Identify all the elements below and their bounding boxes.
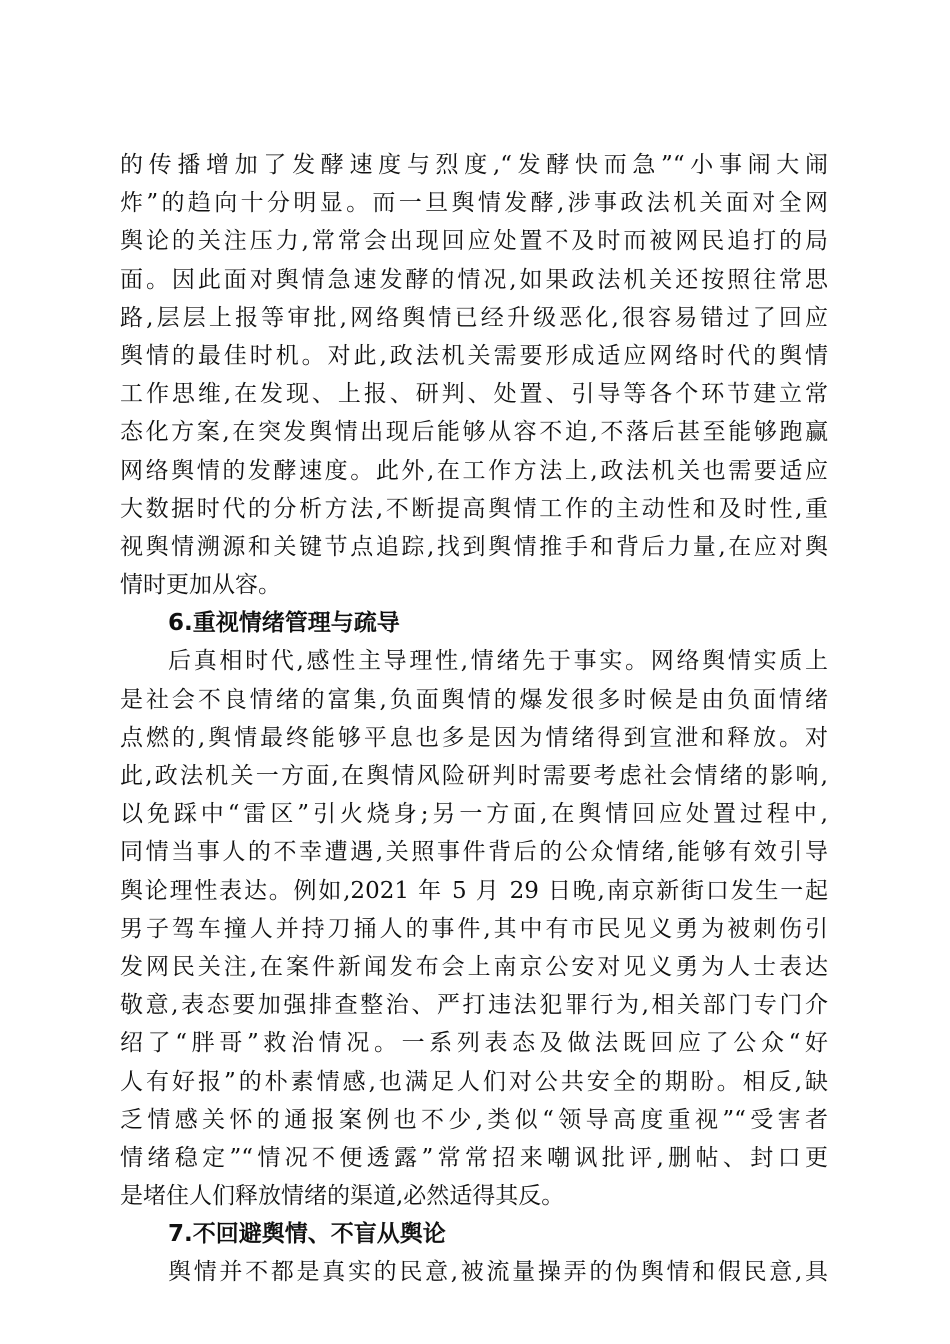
text-line: 点燃的,舆情最终能够平息也多是因为情绪得到宣泄和释放。对 xyxy=(120,724,828,751)
text-line: 炸”的趋向十分明显。而一旦舆情发酵,涉事政法机关面对全网 xyxy=(120,190,828,217)
text-line: 舆情的最佳时机。对此,政法机关需要形成适应网络时代的舆情 xyxy=(120,342,828,369)
text-line: 网络舆情的发酵速度。此外,在工作方法上,政法机关也需要适应 xyxy=(120,457,828,484)
text-line: 同情当事人的不幸遭遇,关照事件背后的公众情绪,能够有效引导 xyxy=(120,839,828,866)
text-line: 以免踩中“雷区”引火烧身;另一方面,在舆情回应处置过程中, xyxy=(120,801,828,828)
text-line: 舆论的关注压力,常常会出现回应处置不及时而被网民追打的局 xyxy=(120,228,828,255)
text-line: 舆论理性表达。例如,2021 年 5 月 29 日晚,南京新街口发生一起 xyxy=(120,877,828,904)
text-line: 是社会不良情绪的富集,负面舆情的爆发很多时候是由负面情绪 xyxy=(120,686,828,713)
text-line: 男子驾车撞人并持刀捅人的事件,其中有市民见义勇为被刺伤引 xyxy=(120,915,828,942)
text-line: 大数据时代的分析方法,不断提高舆情工作的主动性和及时性,重 xyxy=(120,495,828,522)
text-line: 视舆情溯源和关键节点追踪,找到舆情推手和背后力量,在应对舆 xyxy=(120,533,828,560)
text-line: 舆情并不都是真实的民意,被流量操弄的伪舆情和假民意,具 xyxy=(168,1259,828,1286)
text-line: 此,政法机关一方面,在舆情风险研判时需要考虑社会情绪的影响, xyxy=(120,763,828,789)
text-line: 绍了“胖哥”救治情况。一系列表态及做法既回应了公众“好 xyxy=(120,1030,828,1057)
text-line: 敬意,表态要加强排查整治、严打违法犯罪行为,相关部门专门介 xyxy=(120,992,828,1019)
text-line: 面。因此面对舆情急速发酵的情况,如果政法机关还按照往常思 xyxy=(120,266,828,293)
text-line: 发网民关注,在案件新闻发布会上南京公安对见义勇为人士表达 xyxy=(120,953,828,980)
text-line: 人有好报”的朴素情感,也满足人们对公共安全的期盼。相反,缺 xyxy=(120,1068,828,1095)
section-heading-7: 7.不回避舆情、不盲从舆论 xyxy=(168,1221,446,1248)
text-line: 态化方案,在突发舆情出现后能够从容不迫,不落后甚至能够跑赢 xyxy=(120,419,828,446)
text-line: 的传播增加了发酵速度与烈度,“发酵快而急”“小事闹大闹 xyxy=(120,152,828,178)
text-line: 情绪稳定”“情况不便透露”常常招来嘲讽批评,删帖、封口更 xyxy=(120,1144,828,1171)
text-line: 路,层层上报等审批,网络舆情已经升级恶化,很容易错过了回应 xyxy=(120,304,828,331)
text-line: 是堵住人们释放情绪的渠道,必然适得其反。 xyxy=(120,1183,565,1210)
text-line: 情时更加从容。 xyxy=(120,572,281,599)
text-line: 工作思维,在发现、上报、研判、处置、引导等各个环节建立常 xyxy=(120,381,828,408)
section-heading-6: 6.重视情绪管理与疏导 xyxy=(168,610,400,637)
text-line: 后真相时代,感性主导理性,情绪先于事实。网络舆情实质上 xyxy=(168,648,828,675)
text-line: 乏情感关怀的通报案例也不少,类似“领导高度重视”“受害者 xyxy=(120,1106,828,1133)
document-body xyxy=(120,146,828,1292)
